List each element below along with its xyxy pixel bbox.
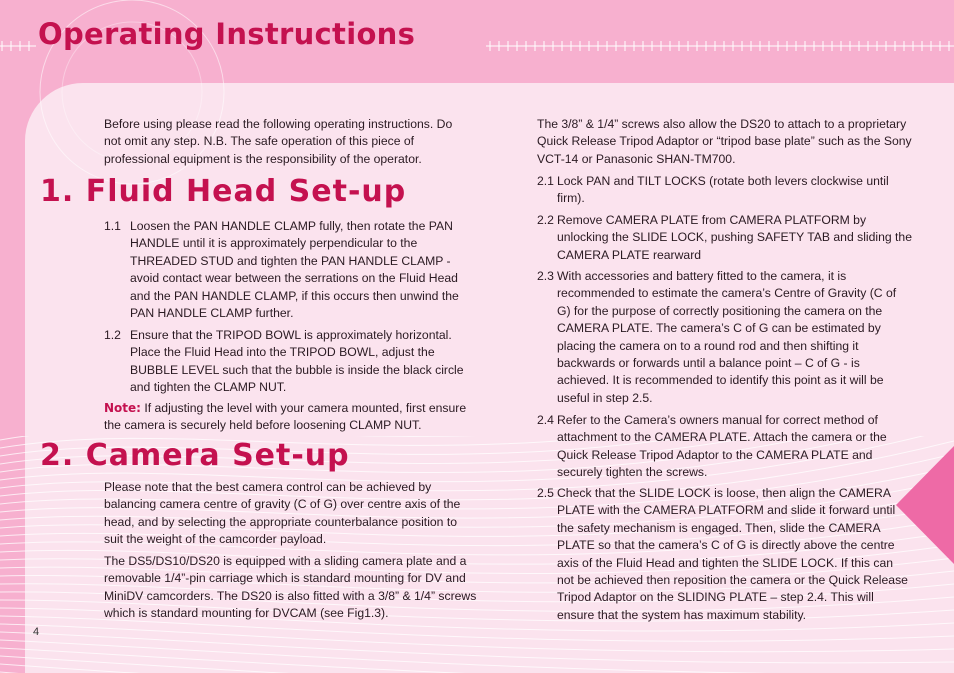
step-text: Lock PAN and TILT LOCKS (rotate both levers clockwise until firm). [557, 174, 889, 206]
step-text: Check that the SLIDE LOCK is loose, then align the CAMERA PLATE with the CAMERA PLATFORM and slide it forward until the safety mechanism is engaged. Then, slide the CAMERA PLATE so that the camera’s C of G is directly above the centre axis of the Fluid Head and tighten the SLIDE LOCK. If this can not be achieved then reposition the camera or the Quick Release Tripod Adaptor on the SLIDING PLATE – step 2.4. This will ensure that the system has maximum stability. [557, 486, 908, 622]
note-paragraph [104, 400, 482, 435]
step-1-2 [104, 327, 476, 397]
step-2-1 [537, 173, 913, 208]
step-text: Loosen the PAN HANDLE CLAMP fully, then rotate the PAN HANDLE until it is approximately perpendicular to the THREADED STUD and tighten the PAN HANDLE CLAMP - avoid contact wear between the serrations on the Fluid Head and the PAN HANDLE CLAMP, if this occurs then unwind the PAN HANDLE CLAMP further. [130, 219, 459, 321]
step-number: 1.2 [104, 328, 121, 342]
intro-paragraph: Before using please read the following operating instructions. Do not omit any step. N.B. The safe operation of this piece of professional equipment is the responsibility of the operator. [104, 117, 453, 166]
note-label: Note: [104, 401, 141, 415]
step-number: 2.1 [537, 174, 554, 188]
page-title: Operating Instructions [38, 17, 416, 51]
section-title-fluid-head: 1. Fluid Head Set-up [40, 174, 407, 209]
step-2-2 [537, 212, 913, 264]
step-number: 2.3 [537, 269, 554, 283]
step-number: 2.2 [537, 213, 554, 227]
camera-paragraph-3: The 3/8” & 1/4” screws also allow the DS20 to attach to a proprietary Quick Release Tripod Adaptor or “tripod base plate” such as the Sony VCT-14 or Panasonic SHAN-TM700. [537, 117, 912, 166]
step-1-1 [104, 218, 476, 322]
next-page-arrow-icon [896, 446, 954, 564]
step-text: Ensure that the TRIPOD BOWL is approximately horizontal. Place the Fluid Head into the TRIPOD BOWL, adjust the BUBBLE LEVEL such that the bubble is inside the black circle and tighten the CLAMP NUT. [130, 328, 464, 395]
step-text: Refer to the Camera’s owners manual for correct method of attachment to the CAMERA PLATE. Attach the camera or the Quick Release Tripod Adaptor to the CAMERA PLATE and securely tighten the screws. [557, 413, 887, 480]
page-number: 4 [33, 626, 40, 638]
note-text: If adjusting the level with your camera mounted, first ensure the camera is securely held before loosening CLAMP NUT. [104, 401, 467, 433]
step-text: With accessories and battery fitted to the camera, it is recommended to estimate the camera’s Centre of Gravity (C of G) for the purpose of correctly positioning the camera on the CAMERA PLATE. The camera’s C of G can be estimated by placing the camera on to a round rod and then shifting it backwards or forwards until a balance point – C of G - is achieved. It is recommended to identify this point as it will be useful in step 2.5. [557, 269, 897, 405]
camera-paragraph-1: Please note that the best camera control can be achieved by balancing camera centre of gravity (C of G) over centre axis of the head, and by selecting the appropriate counterbalance position to suit the weight of the camcorder payload. [104, 480, 461, 547]
step-2-4 [537, 412, 913, 482]
step-2-5 [537, 485, 913, 624]
step-number: 2.4 [537, 413, 554, 427]
step-number: 1.1 [104, 219, 121, 233]
step-number: 2.5 [537, 486, 554, 500]
step-2-3 [537, 268, 913, 407]
section-title-camera: 2. Camera Set-up [40, 438, 350, 473]
camera-paragraph-2: The DS5/DS10/DS20 is equipped with a sliding camera plate and a removable 1/4”-pin carriage which is standard mounting for DV and MiniDV camcorders. The DS20 is also fitted with a 3/8” & 1/4” screws which is standard mounting for DVCAM (see Fig1.3). [104, 554, 477, 621]
step-text: Remove CAMERA PLATE from CAMERA PLATFORM by unlocking the SLIDE LOCK, pushing SAFETY TAB and sliding the CAMERA PLATE rearward [557, 213, 912, 262]
